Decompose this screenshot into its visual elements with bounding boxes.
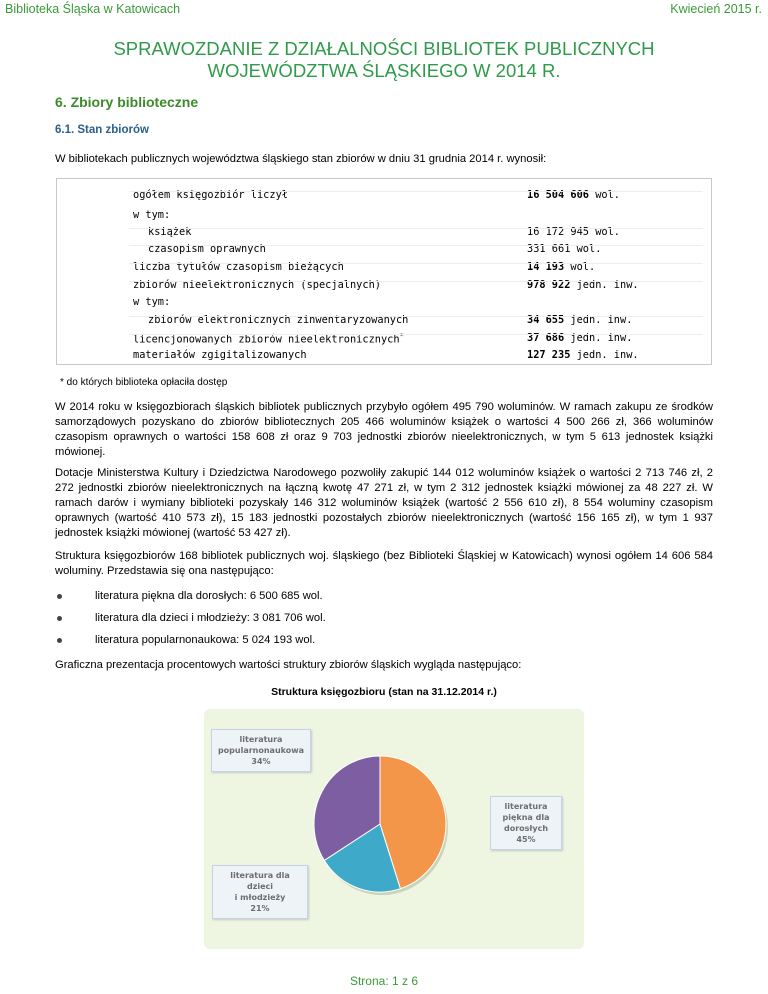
structure-paragraph: Struktura księgozbiorów 168 bibliotek publicznych woj. śląskiego (bez Biblioteki Śląskiej w Katowicach) wynosi ogółem 14 606 584 woluminy. Przedstawia się ona następująco: [55, 550, 713, 577]
row-unit: wol. [589, 189, 620, 201]
callout-label-line: literatura [504, 802, 548, 811]
list-item-text: literatura dla dzieci i młodzieży: 3 081 706 wol. [95, 612, 326, 624]
row-unit: wol. [564, 261, 596, 273]
row-label: czasopism oprawnych [148, 243, 266, 255]
bullet-icon [57, 638, 62, 643]
row-label: zbiorów nieelektronicznych (specjalnych) [133, 279, 381, 291]
section-heading: 6. Zbiory biblioteczne [55, 94, 199, 110]
callout-popular-science [211, 729, 311, 772]
callout-label-line: dorosłych [503, 824, 549, 833]
list-item-text: literatura popularnonaukowa: 5 024 193 wol. [95, 634, 316, 646]
callout-percent: 45% [516, 835, 536, 844]
chart-intro-paragraph: Graficzna prezentacja procentowych wartości struktury zbiorów śląskich wygląda następująco: [55, 659, 522, 671]
row-divider [129, 228, 703, 229]
row-unit: jedn. inw. [564, 332, 633, 344]
header-right: Kwiecień 2015 r. [670, 2, 762, 16]
row-number: 978 922 [527, 279, 571, 291]
document-title [0, 38, 768, 82]
row-unit: jedn. inw. [570, 279, 639, 291]
row-divider [129, 281, 703, 282]
row-unit: wol. [570, 243, 602, 255]
row-number: 127 235 [527, 349, 571, 361]
page-footer: Strona: 1 z 6 [349, 974, 419, 988]
bullet-icon [57, 594, 62, 599]
acquisitions-paragraph: W 2014 roku w księgozbiorach śląskich bibliotek publicznych przybyło ogółem 495 790 woluminów. W ramach zakupu ze środków samorządowych pozyskano do zbiorów bibliotecznych 205 466 woluminów książek o wartości 4 500 266 zł, 366 woluminów czasopism oprawnych o wartości 158 608 zł oraz 9 703 jednostki zbiorów nieelektronicznych, w tym 5 613 jednostek książki mówionej. [55, 401, 713, 458]
footnote: * do których biblioteka opłaciła dostęp [60, 377, 228, 388]
row-number: 16 172 945 [527, 226, 589, 238]
row-divider [129, 191, 703, 192]
chart-title: Struktura księgozbioru (stan na 31.12.2014 r.) [271, 686, 497, 698]
callout-label-line: piękna dla [502, 813, 550, 822]
row-label: w tym: [133, 296, 171, 308]
row-unit: wol. [589, 226, 620, 238]
row-label: ogółem księgozbiór liczył [133, 189, 288, 201]
row-divider [129, 316, 703, 317]
callout-children [212, 865, 308, 919]
bullet-icon [57, 616, 62, 621]
row-number: 34 655 [527, 314, 565, 326]
row-divider [129, 334, 703, 335]
callout-label-line: literatura [239, 735, 283, 744]
callout-percent: 34% [251, 757, 271, 766]
row-label: zbiorów elektronicznych zinwentaryzowanych [148, 314, 409, 326]
title-line-2: WOJEWÓDZTWA ŚLĄSKIEGO W 2014 R. [207, 60, 561, 81]
callout-fiction [490, 796, 562, 850]
row-unit: jedn. inw. [564, 314, 633, 326]
subsection-heading: 6.1. Stan zbiorów [55, 124, 149, 136]
row-unit: jedn. inw. [570, 349, 639, 361]
title-line-1: SPRAWOZDANIE Z DZIAŁALNOŚCI BIBLIOTEK PUBLICZNYCH [113, 38, 655, 59]
callout-label-line: literatura dla dzieci [230, 871, 290, 891]
row-label: książek [148, 226, 192, 238]
row-number: 331 661 [527, 243, 571, 255]
row-number: 14 193 [527, 261, 565, 273]
holdings-table [56, 178, 712, 365]
row-number: 16 504 606 [527, 189, 589, 201]
row-label: materiałów zgigitalizowanych [133, 349, 307, 361]
row-label: w tym: [133, 209, 171, 221]
row-label: licencjonowanych zbiorów nieelektronicznych* [133, 332, 404, 346]
row-value [527, 349, 639, 361]
callout-label-line: popularnonaukowa [217, 746, 305, 755]
row-divider [129, 263, 703, 264]
row-number: 37 686 [527, 332, 565, 344]
row-label: liczba tytułów czasopism bieżących [133, 261, 344, 273]
chart-panel [204, 709, 584, 949]
footnote-marker: * [399, 332, 404, 340]
callout-percent: 21% [250, 904, 270, 913]
row-divider [129, 245, 703, 246]
intro-paragraph: W bibliotekach publicznych województwa śląskiego stan zbiorów w dniu 31 grudnia 2014 r. wynosił: [55, 153, 547, 165]
callout-label-line: i młodzieży [234, 893, 286, 902]
list-item-text: literatura piękna dla dorosłych: 6 500 685 wol. [95, 590, 323, 602]
grants-paragraph: Dotacje Ministerstwa Kultury i Dziedzictwa Narodowego pozwoliły zakupić 144 012 woluminów książek o wartości 2 713 746 zł, 2 272 jednostki zbiorów nieelektronicznych na łączną kwotę 47 271 zł, w tym 2 312 jednostek książki mówionej za 48 227 zł. W ramach darów i wymiany biblioteki pozyskały 146 312 woluminów książek (wartość 2 556 610 zł), 8 554 woluminy czasopism oprawnych (wartość 410 573 zł), 15 183 jednostki pozostałych zbiorów nieelektronicznych (wartość 156 165 zł), w tym 1 937 jednostek książki mówionej (wartość 53 427 zł). [55, 467, 713, 539]
header-left: Biblioteka Śląska w Katowicach [5, 2, 181, 16]
